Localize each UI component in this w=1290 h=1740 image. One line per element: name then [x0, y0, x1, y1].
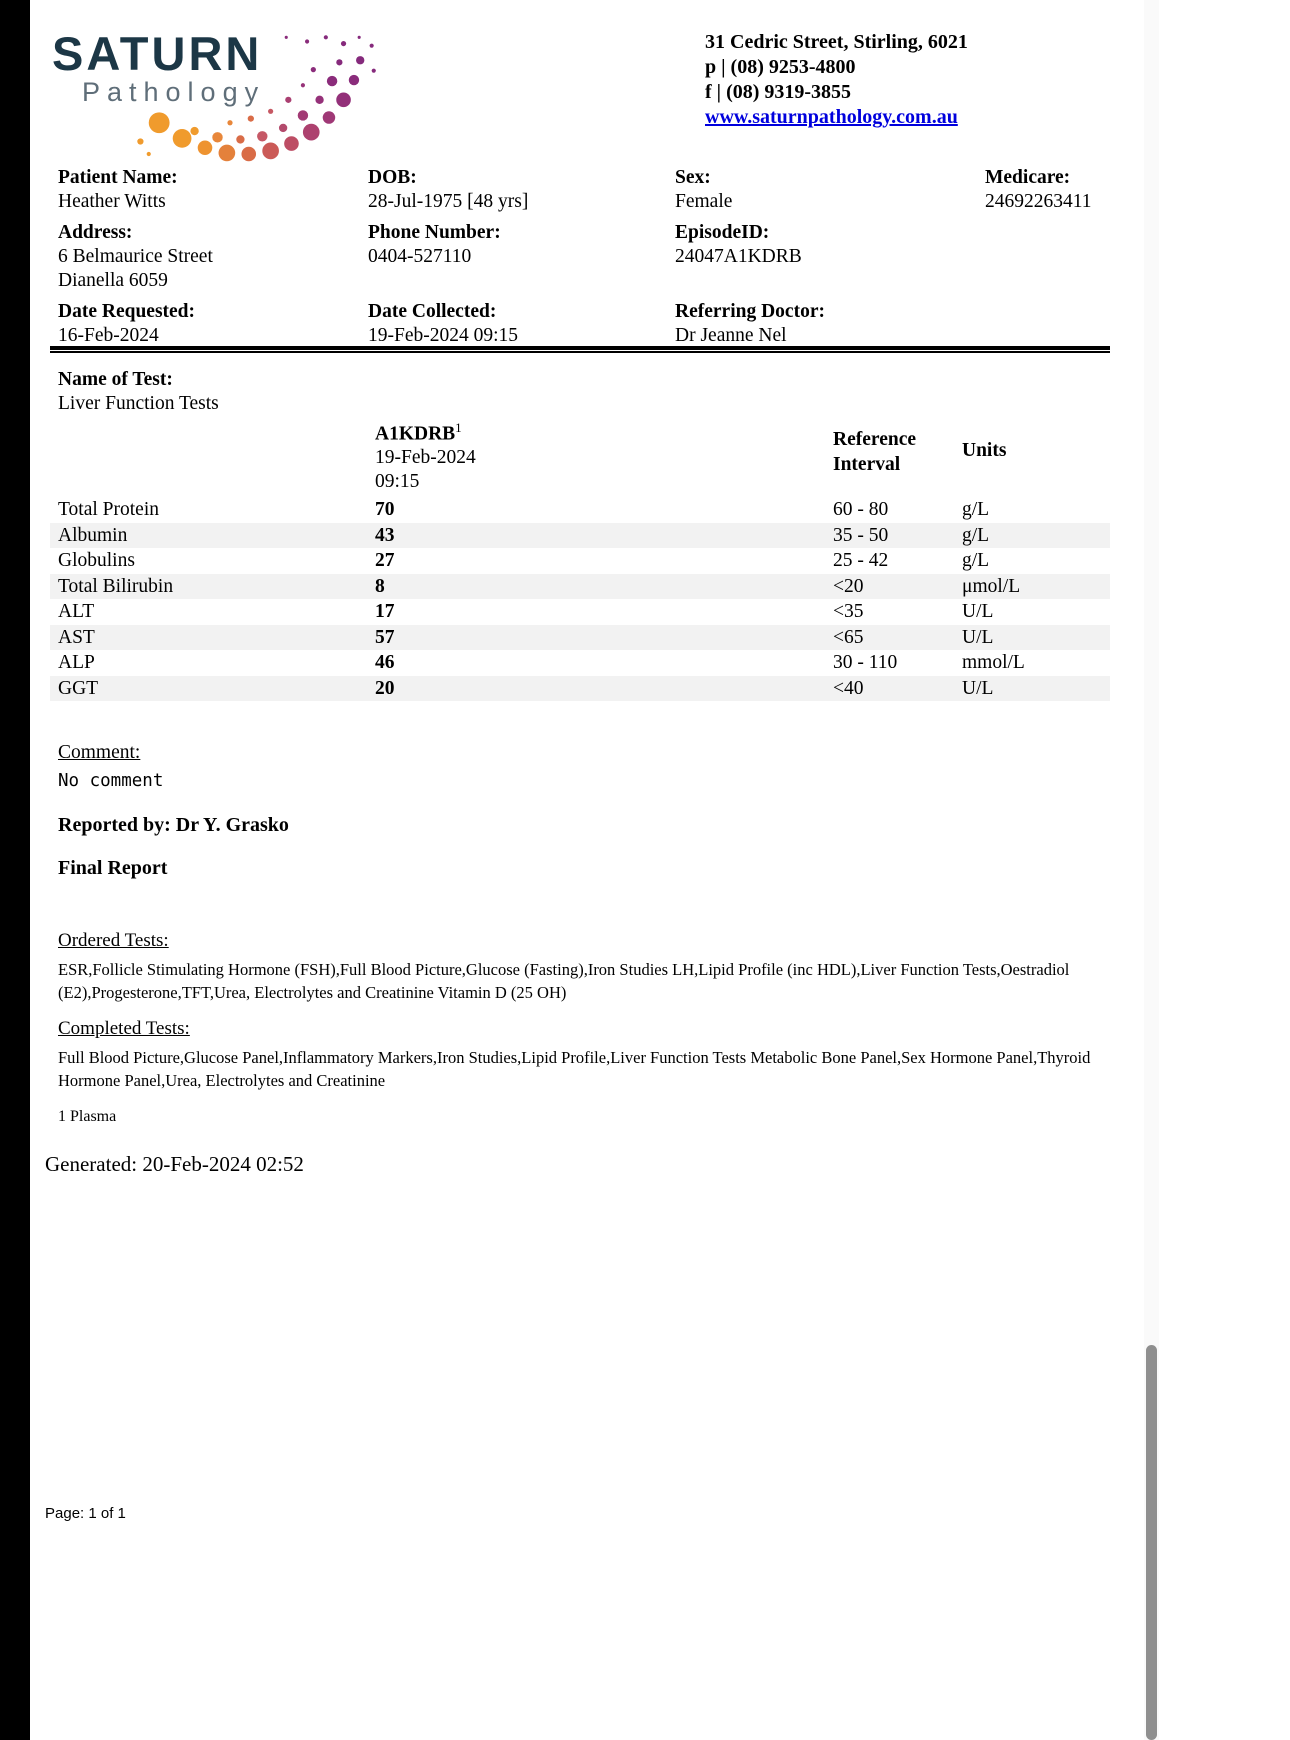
analyte-name: Globulins	[58, 550, 135, 571]
analyte-value: 46	[375, 652, 395, 673]
date-collected-value: 19-Feb-2024 09:15	[368, 325, 519, 346]
analyte-units: U/L	[962, 626, 994, 648]
medicare-value: 24692263411	[985, 191, 1092, 212]
lab-contact-block	[705, 30, 968, 130]
lab-address: 31 Cedric Street, Stirling, 6021	[705, 31, 968, 53]
analyte-units: g/L	[962, 499, 990, 520]
episode-column-time: 09:15	[375, 470, 420, 492]
patient-info-grid	[58, 166, 1110, 355]
lab-phone: p | (08) 9253-4800	[705, 56, 856, 78]
analyte-reference: <20	[833, 575, 864, 597]
test-name-block	[58, 368, 219, 416]
episode-column-date: 19-Feb-2024	[375, 447, 476, 468]
comment-text: No comment	[58, 771, 164, 791]
reference-column-header-line1: Reference	[833, 429, 916, 450]
analyte-reference: 25 - 42	[833, 550, 889, 571]
analyte-value: 8	[375, 575, 385, 597]
address-line2: Dianella 6059	[58, 270, 168, 291]
address-label: Address:	[58, 222, 133, 243]
analyte-value: 27	[375, 550, 395, 571]
analyte-units: g/L	[962, 524, 990, 546]
comment-section	[58, 742, 163, 791]
phone-label: Phone Number:	[368, 222, 501, 243]
vertical-scrollbar-track[interactable]	[1144, 0, 1159, 1740]
phone-value: 0404-527110	[368, 246, 472, 267]
lab-website-link[interactable]: www.saturnpathology.com.au	[705, 106, 958, 128]
analyte-reference: <65	[833, 626, 864, 648]
analyte-units: μmol/L	[962, 575, 1021, 597]
episode-id-label: EpisodeID:	[675, 222, 770, 243]
analyte-units: U/L	[962, 601, 994, 622]
dob-value: 28-Jul-1975 [48 yrs]	[368, 191, 529, 212]
specimen-footnote: 1 Plasma	[58, 1108, 117, 1125]
analyte-units: U/L	[962, 677, 994, 699]
table-row	[50, 548, 1110, 574]
vertical-scrollbar-thumb[interactable]	[1146, 1345, 1157, 1740]
date-requested-value: 16-Feb-2024	[58, 325, 159, 346]
final-report-status: Final Report	[58, 857, 168, 879]
reported-by: Reported by: Dr Y. Grasko	[58, 814, 289, 836]
episode-column-header: A1KDRB	[375, 423, 456, 445]
episode-footnote-marker: 1	[455, 420, 462, 435]
table-row	[50, 574, 1110, 600]
completed-tests-label: Completed Tests:	[58, 1018, 190, 1039]
analyte-name: Albumin	[58, 524, 128, 546]
table-row	[50, 676, 1110, 702]
ordered-tests-label: Ordered Tests:	[58, 930, 169, 951]
analyte-name: ALT	[58, 601, 95, 622]
analyte-name: Total Protein	[58, 499, 159, 520]
analyte-value: 43	[375, 524, 395, 546]
analyte-value: 17	[375, 601, 395, 622]
date-collected-label: Date Collected:	[368, 301, 497, 322]
analyte-units: g/L	[962, 550, 990, 571]
results-table	[50, 416, 1110, 701]
reference-column-header-line2: Interval	[833, 454, 901, 475]
generated-timestamp: Generated: 20-Feb-2024 02:52	[45, 1152, 304, 1176]
medicare-label: Medicare:	[985, 167, 1071, 188]
analyte-reference: <35	[833, 601, 864, 622]
analyte-name: ALP	[58, 652, 95, 673]
patient-name-label: Patient Name:	[58, 167, 178, 188]
analyte-units: mmol/L	[962, 652, 1025, 673]
saturn-pathology-logo	[52, 26, 352, 156]
address-line1: 6 Belmaurice Street	[58, 246, 213, 267]
analyte-value: 70	[375, 499, 395, 520]
sex-label: Sex:	[675, 167, 711, 188]
referring-doctor-value: Dr Jeanne Nel	[675, 325, 787, 346]
left-border-strip	[0, 0, 30, 1740]
section-divider	[50, 346, 1110, 353]
analyte-reference: 60 - 80	[833, 499, 889, 520]
logo-tagline: Pathology	[82, 77, 266, 107]
table-row	[50, 599, 1110, 625]
test-name-value: Liver Function Tests	[58, 393, 219, 414]
test-name-label: Name of Test:	[58, 369, 173, 390]
results-table-header	[50, 416, 1110, 493]
analyte-value: 57	[375, 626, 395, 648]
episode-id-value: 24047A1KDRB	[675, 246, 802, 267]
dob-label: DOB:	[368, 167, 417, 188]
table-row	[50, 523, 1110, 549]
ordered-tests-text: ESR,Follicle Stimulating Hormone (FSH),Full Blood Picture,Glucose (Fasting),Iron Studies LH,Lipid Profile (inc HDL),Liver Function Tests,Oestradiol (E2),Progesterone,TFT,Urea, Electrolytes and Creatinine Vitamin D (25 OH)	[58, 960, 1070, 1002]
comment-label: Comment:	[58, 742, 141, 763]
analyte-reference: <40	[833, 677, 864, 699]
referring-doctor-label: Referring Doctor:	[675, 301, 825, 322]
patient-name-value: Heather Witts	[58, 191, 166, 212]
table-row	[50, 650, 1110, 676]
completed-tests-text: Full Blood Picture,Glucose Panel,Inflammatory Markers,Iron Studies,Lipid Profile,Liver Function Tests Metabolic Bone Panel,Sex Hormone Panel,Thyroid Hormone Panel,Urea, Electrolytes and Creatinine	[58, 1048, 1091, 1090]
analyte-value: 20	[375, 677, 395, 699]
ordered-tests-section	[58, 930, 1108, 1004]
sex-value: Female	[675, 191, 733, 212]
analyte-name: Total Bilirubin	[58, 575, 174, 597]
date-requested-label: Date Requested:	[58, 301, 196, 322]
table-row	[50, 497, 1110, 523]
analyte-reference: 35 - 50	[833, 524, 889, 546]
table-row	[50, 625, 1110, 651]
completed-tests-section	[58, 1018, 1114, 1092]
analyte-name: AST	[58, 626, 95, 648]
analyte-name: GGT	[58, 677, 99, 699]
analyte-reference: 30 - 110	[833, 652, 898, 673]
logo-brand-name: SATURN	[52, 27, 263, 80]
lab-fax: f | (08) 9319-3855	[705, 81, 852, 103]
units-column-header: Units	[962, 440, 1007, 461]
page-indicator: Page: 1 of 1	[45, 1505, 126, 1522]
